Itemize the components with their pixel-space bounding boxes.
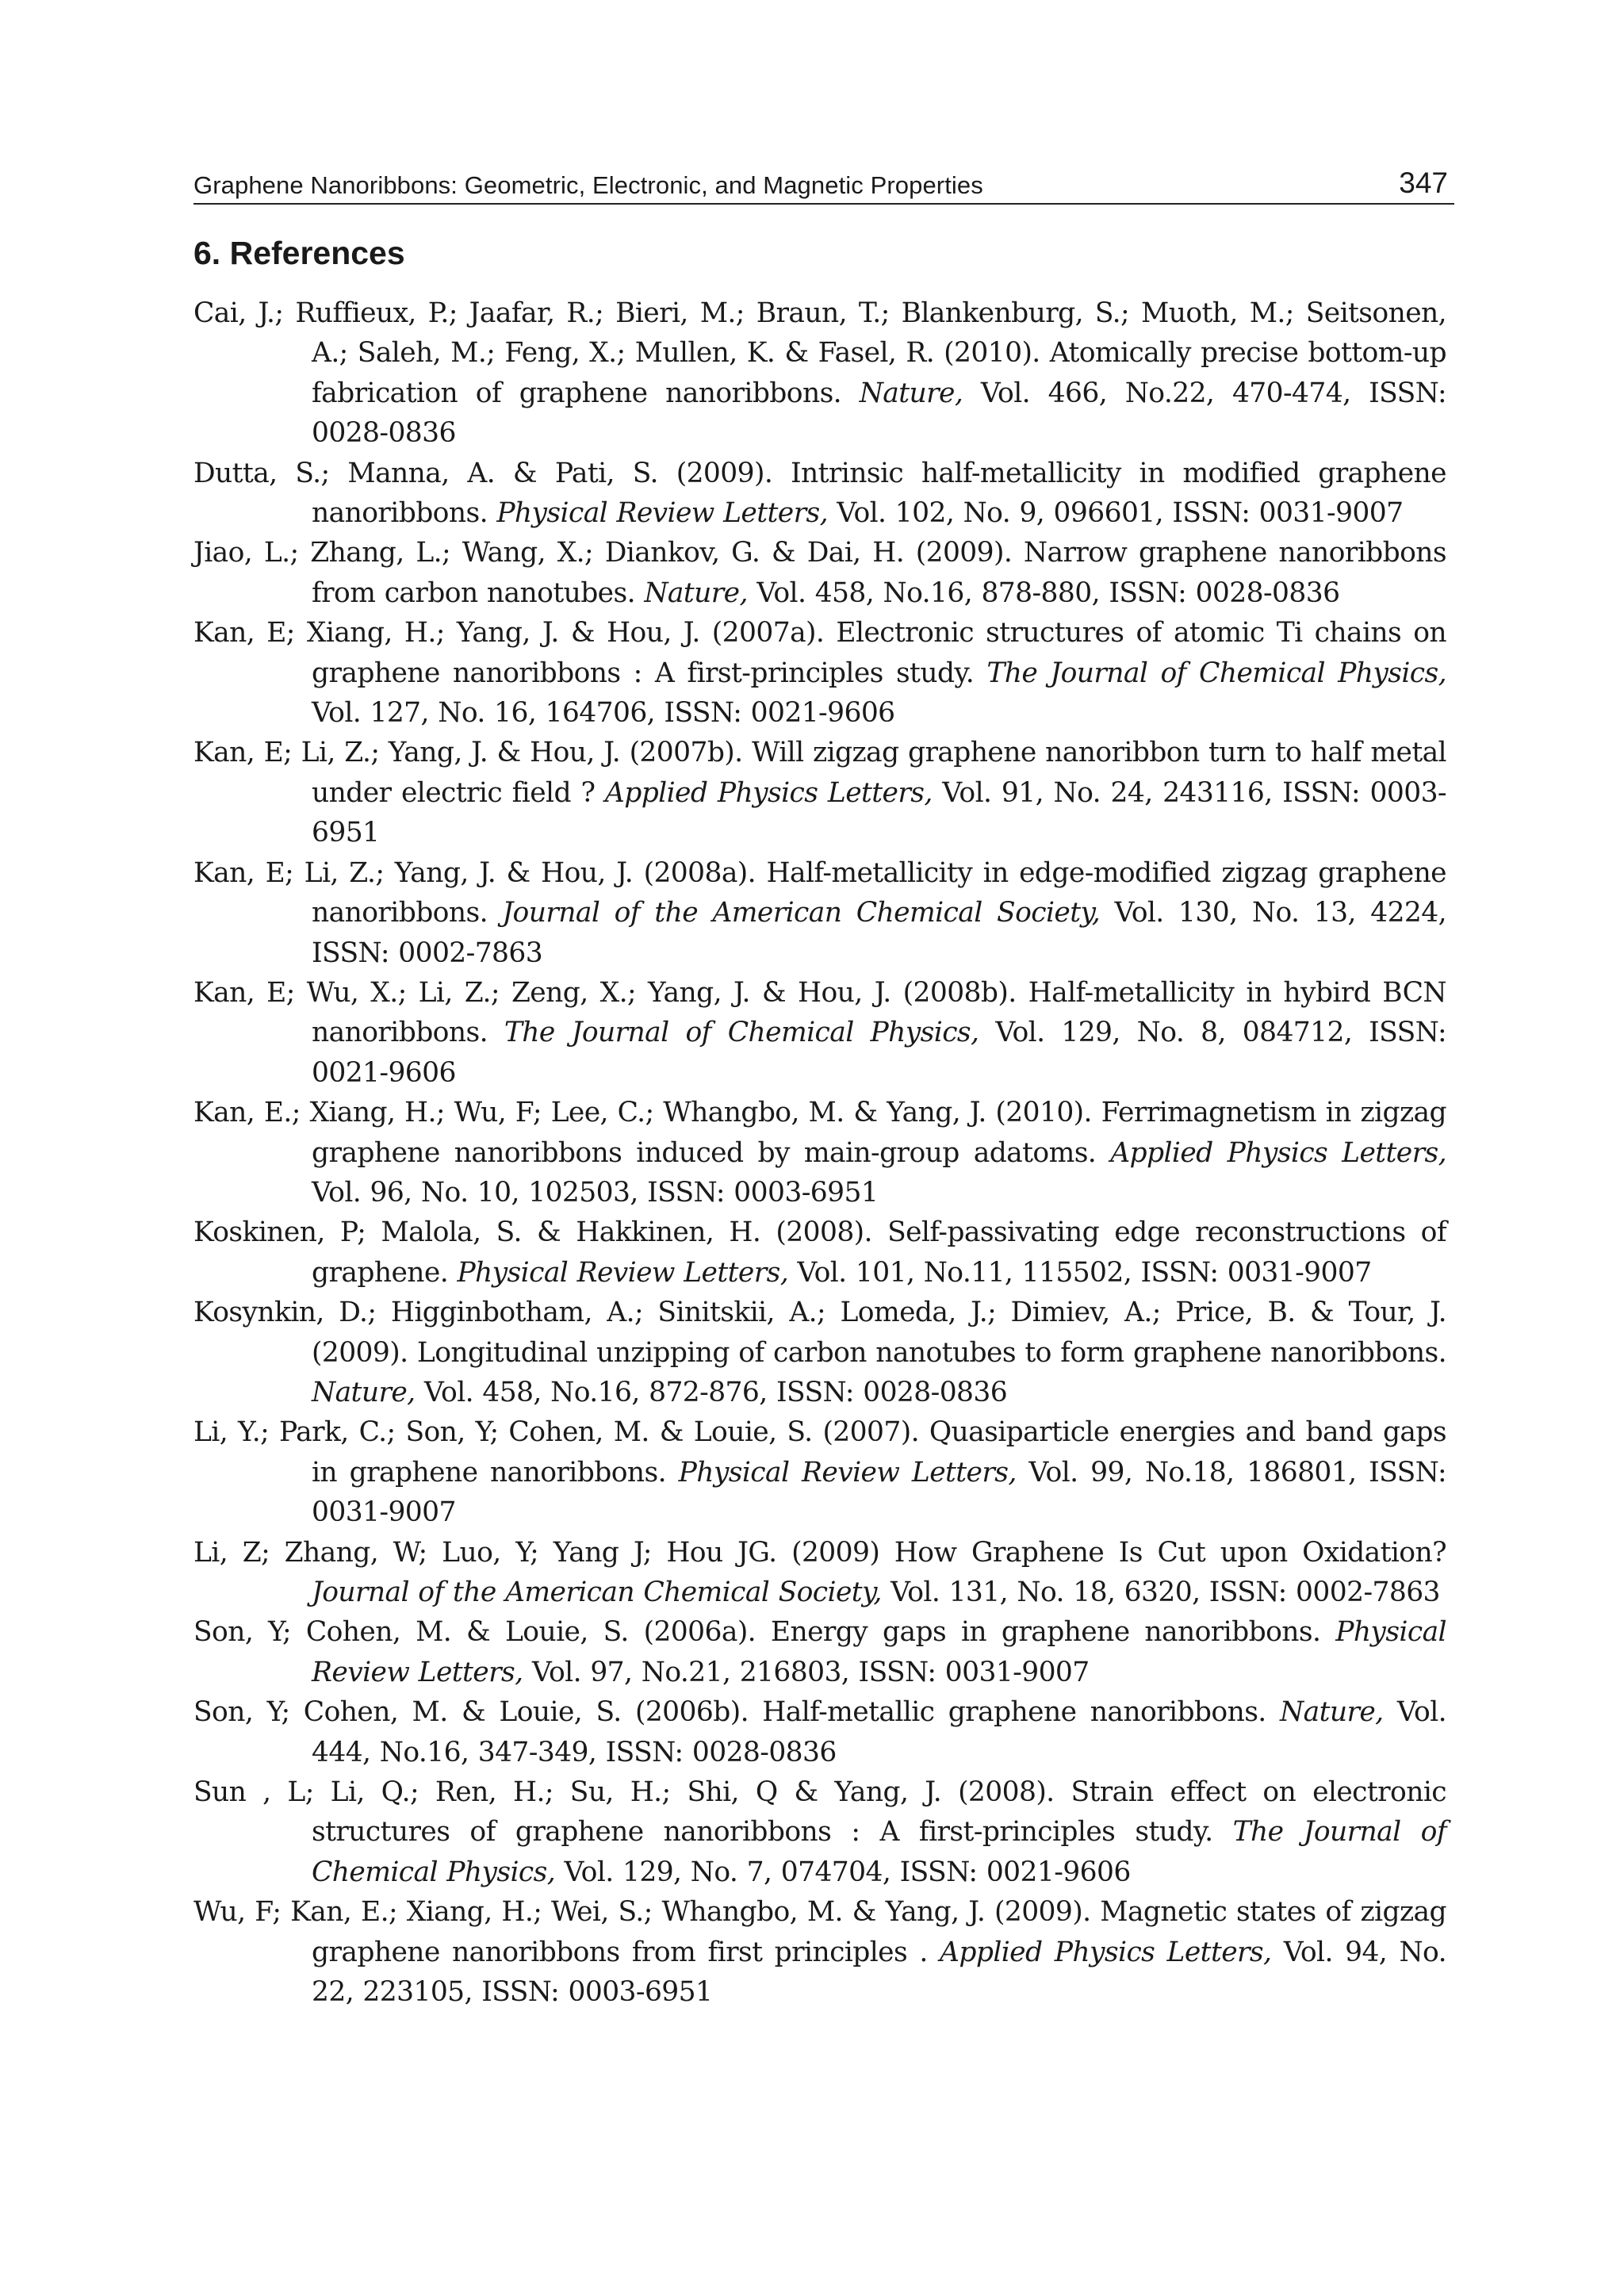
reference-text: Kan, E.; Xiang, H.; Wu, F; Lee, C.; Whangbo, M. & Yang, J. (2010). Ferrimagnetism in zigzag graphene nanoribbons induced by main-group adatoms. xyxy=(193,1097,1446,1169)
reference-details: Vol. 97, No.21, 216803, ISSN: 0031-9007 xyxy=(523,1656,1090,1688)
reference-details: Vol. 466, No.22, 470-474, ISSN: 0028-0836 xyxy=(312,377,1446,450)
reference-entry xyxy=(193,733,1446,852)
reference-journal: Physical Review Letters, xyxy=(457,1256,789,1289)
reference-entry xyxy=(193,533,1446,613)
reference-details: Vol. 130, No. 13, 4224, ISSN: 0002-7863 xyxy=(312,897,1446,969)
page-number: 347 xyxy=(1399,167,1448,199)
running-header xyxy=(193,155,1454,205)
reference-details: Vol. 129, No. 7, 074704, ISSN: 0021-9606 xyxy=(555,1856,1131,1888)
reference-text: Dutta, S.; Manna, A. & Pati, S. (2009). Intrinsic half-metallicity in modified graphene nanoribbons. xyxy=(193,457,1446,530)
reference-journal: Physical Review Letters, xyxy=(312,1616,1446,1688)
reference-journal: Physical Review Letters, xyxy=(678,1456,1017,1488)
reference-journal: Applied Physics Letters, xyxy=(940,1936,1272,1968)
reference-journal: Nature, xyxy=(644,577,748,609)
reference-entry xyxy=(193,1533,1446,1613)
reference-list xyxy=(193,293,1446,2012)
reference-text: Jiao, L.; Zhang, L.; Wang, X.; Diankov, G. & Dai, H. (2009). Narrow graphene nanoribbons from carbon nanotubes. xyxy=(193,537,1446,609)
reference-journal: The Journal of Chemical Physics, xyxy=(312,1816,1446,1888)
reference-details: Vol. 458, No.16, 878-880, ISSN: 0028-0836 xyxy=(747,577,1340,609)
reference-entry xyxy=(193,293,1446,454)
reference-details: Vol. 102, No. 9, 096601, ISSN: 0031-9007 xyxy=(827,497,1404,530)
reference-journal: The Journal of Chemical Physics, xyxy=(504,1017,979,1049)
reference-entry xyxy=(193,1093,1446,1213)
reference-text: Kan, E; Li, Z.; Yang, J. & Hou, J. (2007b). Will zigzag graphene nanoribbon turn to half metal under electric field ? xyxy=(193,737,1446,809)
reference-journal: Nature, xyxy=(859,377,963,409)
reference-journal: Physical Review Letters, xyxy=(496,497,828,530)
reference-journal: Nature, xyxy=(1280,1696,1384,1729)
reference-journal: Journal of the American Chemical Society, xyxy=(502,897,1101,929)
reference-text: Kan, E; Xiang, H.; Yang, J. & Hou, J. (2007a). Electronic structures of atomic Ti chains on graphene nanoribbons : A first-principles study. xyxy=(193,617,1446,689)
reference-details: Vol. 96, No. 10, 102503, ISSN: 0003-6951 xyxy=(312,1176,879,1209)
reference-text: Kosynkin, D.; Higginbotham, A.; Sinitskii, A.; Lomeda, J.; Dimiev, A.; Price, B. & Tour, J. (2009). Longitudinal unzipping of carbon nanotubes to form graphene nanoribbons. xyxy=(193,1297,1446,1369)
reference-details: Vol. 91, No. 24, 243116, ISSN: 0003-6951 xyxy=(312,776,1446,849)
reference-journal: Journal of the American Chemical Society, xyxy=(312,1576,882,1608)
reference-details: Vol. 99, No.18, 186801, ISSN: 0031-9007 xyxy=(312,1456,1447,1529)
reference-text: Sun , L; Li, Q.; Ren, H.; Su, H.; Shi, Q & Yang, J. (2008). Strain effect on electronic structures of graphene nanoribbons : A first-principles study. xyxy=(193,1776,1446,1849)
reference-text: Kan, E; Li, Z.; Yang, J. & Hou, J. (2008a). Half-metallicity in edge-modified zigzag graphene nanoribbons. xyxy=(193,856,1446,929)
reference-details: Vol. 131, No. 18, 6320, ISSN: 0002-7863 xyxy=(881,1576,1440,1608)
reference-text: Koskinen, P; Malola, S. & Hakkinen, H. (2008). Self-passivating edge reconstructions of graphene. xyxy=(193,1216,1446,1289)
reference-journal: Applied Physics Letters, xyxy=(604,776,933,809)
reference-entry xyxy=(193,853,1446,973)
reference-entry xyxy=(193,1612,1446,1692)
reference-entry xyxy=(193,973,1446,1093)
reference-text: Cai, J.; Ruffieux, P.; Jaafar, R.; Bieri, M.; Braun, T.; Blankenburg, S.; Muoth, M.; Seitsonen, A.; Saleh, M.; Feng, X.; Mullen, K. & Fasel, R. (2010). Atomically precise bottom-up fabrication of graphene nanoribbons. xyxy=(193,297,1446,409)
reference-entry xyxy=(193,613,1446,733)
reference-text: Kan, E; Wu, X.; Li, Z.; Zeng, X.; Yang, J. & Hou, J. (2008b). Half-metallicity in hybird BCN nanoribbons. xyxy=(193,976,1446,1049)
reference-journal: Nature, xyxy=(312,1376,416,1408)
reference-entry xyxy=(193,1293,1446,1412)
reference-entry xyxy=(193,1213,1446,1293)
reference-text: Li, Y.; Park, C.; Son, Y; Cohen, M. & Louie, S. (2007). Quasiparticle energies and band gaps in graphene nanoribbons. xyxy=(193,1416,1446,1488)
running-title: Graphene Nanoribbons: Geometric, Electronic, and Magnetic Properties xyxy=(193,171,983,199)
reference-text: Li, Z; Zhang, W; Luo, Y; Yang J; Hou JG. (2009) How Graphene Is Cut upon Oxidation? xyxy=(193,1536,1446,1569)
reference-entry xyxy=(193,454,1446,534)
reference-entry xyxy=(193,1692,1446,1772)
reference-details: Vol. 101, No.11, 115502, ISSN: 0031-9007 xyxy=(788,1256,1372,1289)
reference-entry xyxy=(193,1772,1446,1892)
reference-details: Vol. 444, No.16, 347-349, ISSN: 0028-0836 xyxy=(312,1696,1446,1768)
reference-details: Vol. 127, No. 16, 164706, ISSN: 0021-9606 xyxy=(312,697,895,730)
section-heading: 6. References xyxy=(193,235,405,271)
reference-entry xyxy=(193,1892,1446,2012)
reference-text: Son, Y; Cohen, M. & Louie, S. (2006a). Energy gaps in graphene nanoribbons. xyxy=(193,1616,1336,1649)
reference-journal: Applied Physics Letters, xyxy=(1110,1136,1446,1169)
reference-entry xyxy=(193,1412,1446,1532)
reference-details: Vol. 458, No.16, 872-876, ISSN: 0028-0836 xyxy=(415,1376,1008,1408)
reference-text: Son, Y; Cohen, M. & Louie, S. (2006b). Half-metallic graphene nanoribbons. xyxy=(193,1696,1281,1729)
reference-details: Vol. 129, No. 8, 084712, ISSN: 0021-9606 xyxy=(312,1017,1446,1089)
reference-details: Vol. 94, No. 22, 223105, ISSN: 0003-6951 xyxy=(312,1936,1446,2009)
reference-text: Wu, F; Kan, E.; Xiang, H.; Wei, S.; Whangbo, M. & Yang, J. (2009). Magnetic states of zigzag graphene nanoribbons from first principles . xyxy=(193,1896,1446,1968)
reference-journal: The Journal of Chemical Physics, xyxy=(986,657,1446,689)
